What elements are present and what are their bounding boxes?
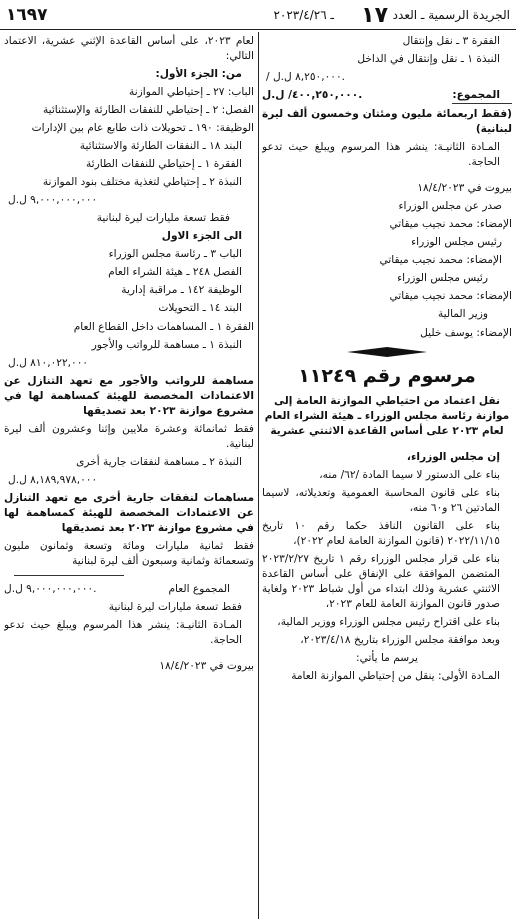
- council-line: إن مجلس الوزراء،: [406, 450, 500, 463]
- description: مساهمة للرواتب والأجور مع تعهد التنازل عن الاعتمادات المخصصة للهيئة كمساهمة لها في مشروع موازنة ٢٠٢٣ بعد تصديقها: [4, 374, 254, 417]
- signature: الإمضاء: محمد نجيب ميقاتي: [389, 218, 512, 231]
- column-divider: [258, 32, 259, 919]
- signatory-title: رئيس مجلس الوزراء: [411, 236, 502, 249]
- line: النبذة ٢ ـ مساهمة لنفقات جارية أخرى: [76, 455, 242, 468]
- signature: الإمضاء: يوسف خليل: [420, 326, 512, 339]
- line: البند ١٨ ـ النفقات الطارئة والاستثنائية: [79, 140, 242, 153]
- total-amount: ٤٠٠,٢٥٠,٠٠٠/ ل.ل.: [262, 89, 363, 102]
- place-date: بيروت في ١٨/٤/٢٠٢٣: [159, 660, 254, 673]
- amount-words: فقط ثمانمائة وعشرة ملايين وإثنا وعشرون ألف ليرة لبنانية.: [4, 422, 254, 450]
- line: الوظيفة ١٤٢ ـ مراقبة إدارية: [121, 284, 242, 297]
- line: النبذة ٢ ـ إحتياطي لتغذية مختلف بنود الموازنة: [42, 176, 242, 189]
- amount: ٨١٠,٠٢٢,٠٠٠ ل.ل: [8, 356, 89, 369]
- signatory-title: رئيس مجلس الوزراء: [397, 272, 488, 285]
- amount: ٨,١٨٩,٩٧٨,٠٠٠ ل.ل: [8, 473, 98, 486]
- line: الفقرة ٣ ـ نقل وإنتقال: [402, 35, 500, 47]
- amount: / ٨,٢٥٠,٠٠٠ ل.ل.: [266, 71, 346, 84]
- article-2: المـادة الثانيـة: ينشر هذا المرسوم ويبلغ حيث تدعو الحاجة.: [262, 141, 500, 169]
- decree-line: يرسم ما يأتي:: [356, 651, 418, 664]
- issued-by: صدر عن مجلس الوزراء: [398, 200, 502, 213]
- decree-subject: نقل اعتماد من احتياطي الموازنة العامة إلى موازنة رئاسة مجلس الوزراء ـ هيئة الشراء العام لعام ٢٠٢٣ على أساس القاعدة الاثنتي عشرية: [264, 394, 510, 437]
- to-part: الى الجزء الاول: [161, 230, 242, 243]
- signatory-title: وزير المالية: [437, 308, 488, 321]
- signature: الإمضاء: محمد نجيب ميقاتي: [379, 254, 502, 267]
- article-2: المـادة الثانيـة: ينشر هذا المرسوم ويبلغ حيث تدعو الحاجة.: [4, 619, 242, 647]
- line: الفقرة ١ ـ المساهمات داخل القطاع العام: [73, 320, 254, 333]
- line: البند ١٤ ـ التحويلات: [158, 302, 242, 315]
- page-number: ١٦٩٧: [6, 5, 48, 25]
- from-part: من: الجزء الأول:: [155, 68, 242, 81]
- gazette-title: الجريدة الرسمية ـ العدد: [392, 8, 510, 22]
- separator-ornament: [347, 347, 427, 357]
- left-column: [4, 34, 254, 919]
- line: الباب ٣ ـ رئاسة مجلس الوزراء: [108, 248, 242, 261]
- line: النبذة ١ ـ نقل وإنتقال في الداخل: [357, 53, 500, 66]
- grand-total-amount: ٩,٠٠٠,٠٠٠,٠٠٠ ل.ل.: [4, 582, 97, 595]
- preamble: بناء على اقتراح رئيس مجلس الوزراء ووزير المالية،: [277, 615, 500, 628]
- amount: ٩,٠٠٠,٠٠٠,٠٠٠ ل.ل: [8, 194, 98, 207]
- line: الفصل: ٢ ـ إحتياطي للنفقات الطارئة والإستثنائية: [42, 104, 254, 117]
- line: الوظيفة: ١٩٠ ـ تحويلات ذات طابع عام بين الإدارات: [31, 122, 254, 135]
- preamble: بناء على قرار مجلس الوزراء رقم ١ تاريخ ٢٠٢٣/٢/٢٧ المتضمن الموافقة على الإنفاق على أساس القاعدة الاثنتي عشرية وذلك ابتداء من أول شباط ٢٠٢٣ ولغاية صدور قانون الموازنة العامة للعام ٢٠٢٣،: [262, 552, 500, 610]
- issue-number: ١٧: [361, 3, 388, 28]
- preamble: بناء على القانون النافذ حكما رقم ١٠ تاريخ ٢٠٢٢/١١/١٥ (قانون الموازنة العامة لعام ٢٠٢٢)،: [262, 519, 500, 547]
- place-date: بيروت في ١٨/٤/٢٠٢٣: [417, 182, 512, 195]
- issue-date: ـ ٢٠٢٣/٤/٢٦: [273, 8, 334, 22]
- amount-words: فقط تسعة مليارات ليرة لبنانية: [108, 601, 242, 613]
- grand-total-line: [4, 582, 254, 597]
- preamble: بناء على قانون المحاسبة العمومية وتعديلاته، لاسيما المادتين ٢٦ و٦٠ منه،: [262, 486, 500, 514]
- line: النبذة ١ ـ مساهمة للرواتب والأجور: [91, 338, 242, 351]
- signature: الإمضاء: محمد نجيب ميقاتي: [389, 290, 512, 303]
- divider: [14, 575, 124, 576]
- right-column: [262, 34, 512, 919]
- amount-words: فقط تسعة مليارات ليرة لبنانية: [96, 212, 230, 225]
- line: لعام ٢٠٢٣، على أساس القاعدة الإثني عشرية، الاعتماد التالي:: [4, 35, 254, 63]
- line: الفقرة ١ ـ إحتياطي للنفقات الطارئة: [86, 158, 242, 171]
- page-header: [0, 0, 516, 30]
- line: الفصل ٢٤٨ ـ هيئة الشراء العام: [108, 266, 242, 279]
- article-1: المـادة الأولى: ينقل من إحتياطي الموازنة العامة: [291, 670, 500, 682]
- description: مساهمات لنفقات جارية أخرى مع تعهد التنازل عن الاعتمادات المخصصة للهيئة كمساهمة لها في مشروع موازنة ٢٠٢٣ بعد تصديقها: [4, 491, 254, 534]
- decree-title: مرسوم رقم ١١٢٤٩: [298, 364, 476, 387]
- total-line: [262, 88, 512, 104]
- total-label: المجموع:: [452, 88, 512, 104]
- grand-total-label: المجموع العام: [168, 582, 230, 595]
- preamble: بناء على الدستور لا سيما المادة /٦٢/ منه،: [319, 468, 500, 481]
- preamble: وبعد موافقة مجلس الوزراء بتاريخ ٢٠٢٣/٤/١٨،: [300, 633, 500, 646]
- total-words: (فقط اربعمائة مليون ومئتان وخمسون ألف ليرة لبنانية): [262, 108, 512, 136]
- amount-words: فقط ثمانية مليارات ومائة وتسعة وثمانون مليون وتسعمائة وثمانية وسبعون ألف ليرة لبنانية: [4, 539, 254, 567]
- line: الباب: ٢٧ ـ إحتياطي الموازنة: [129, 86, 254, 99]
